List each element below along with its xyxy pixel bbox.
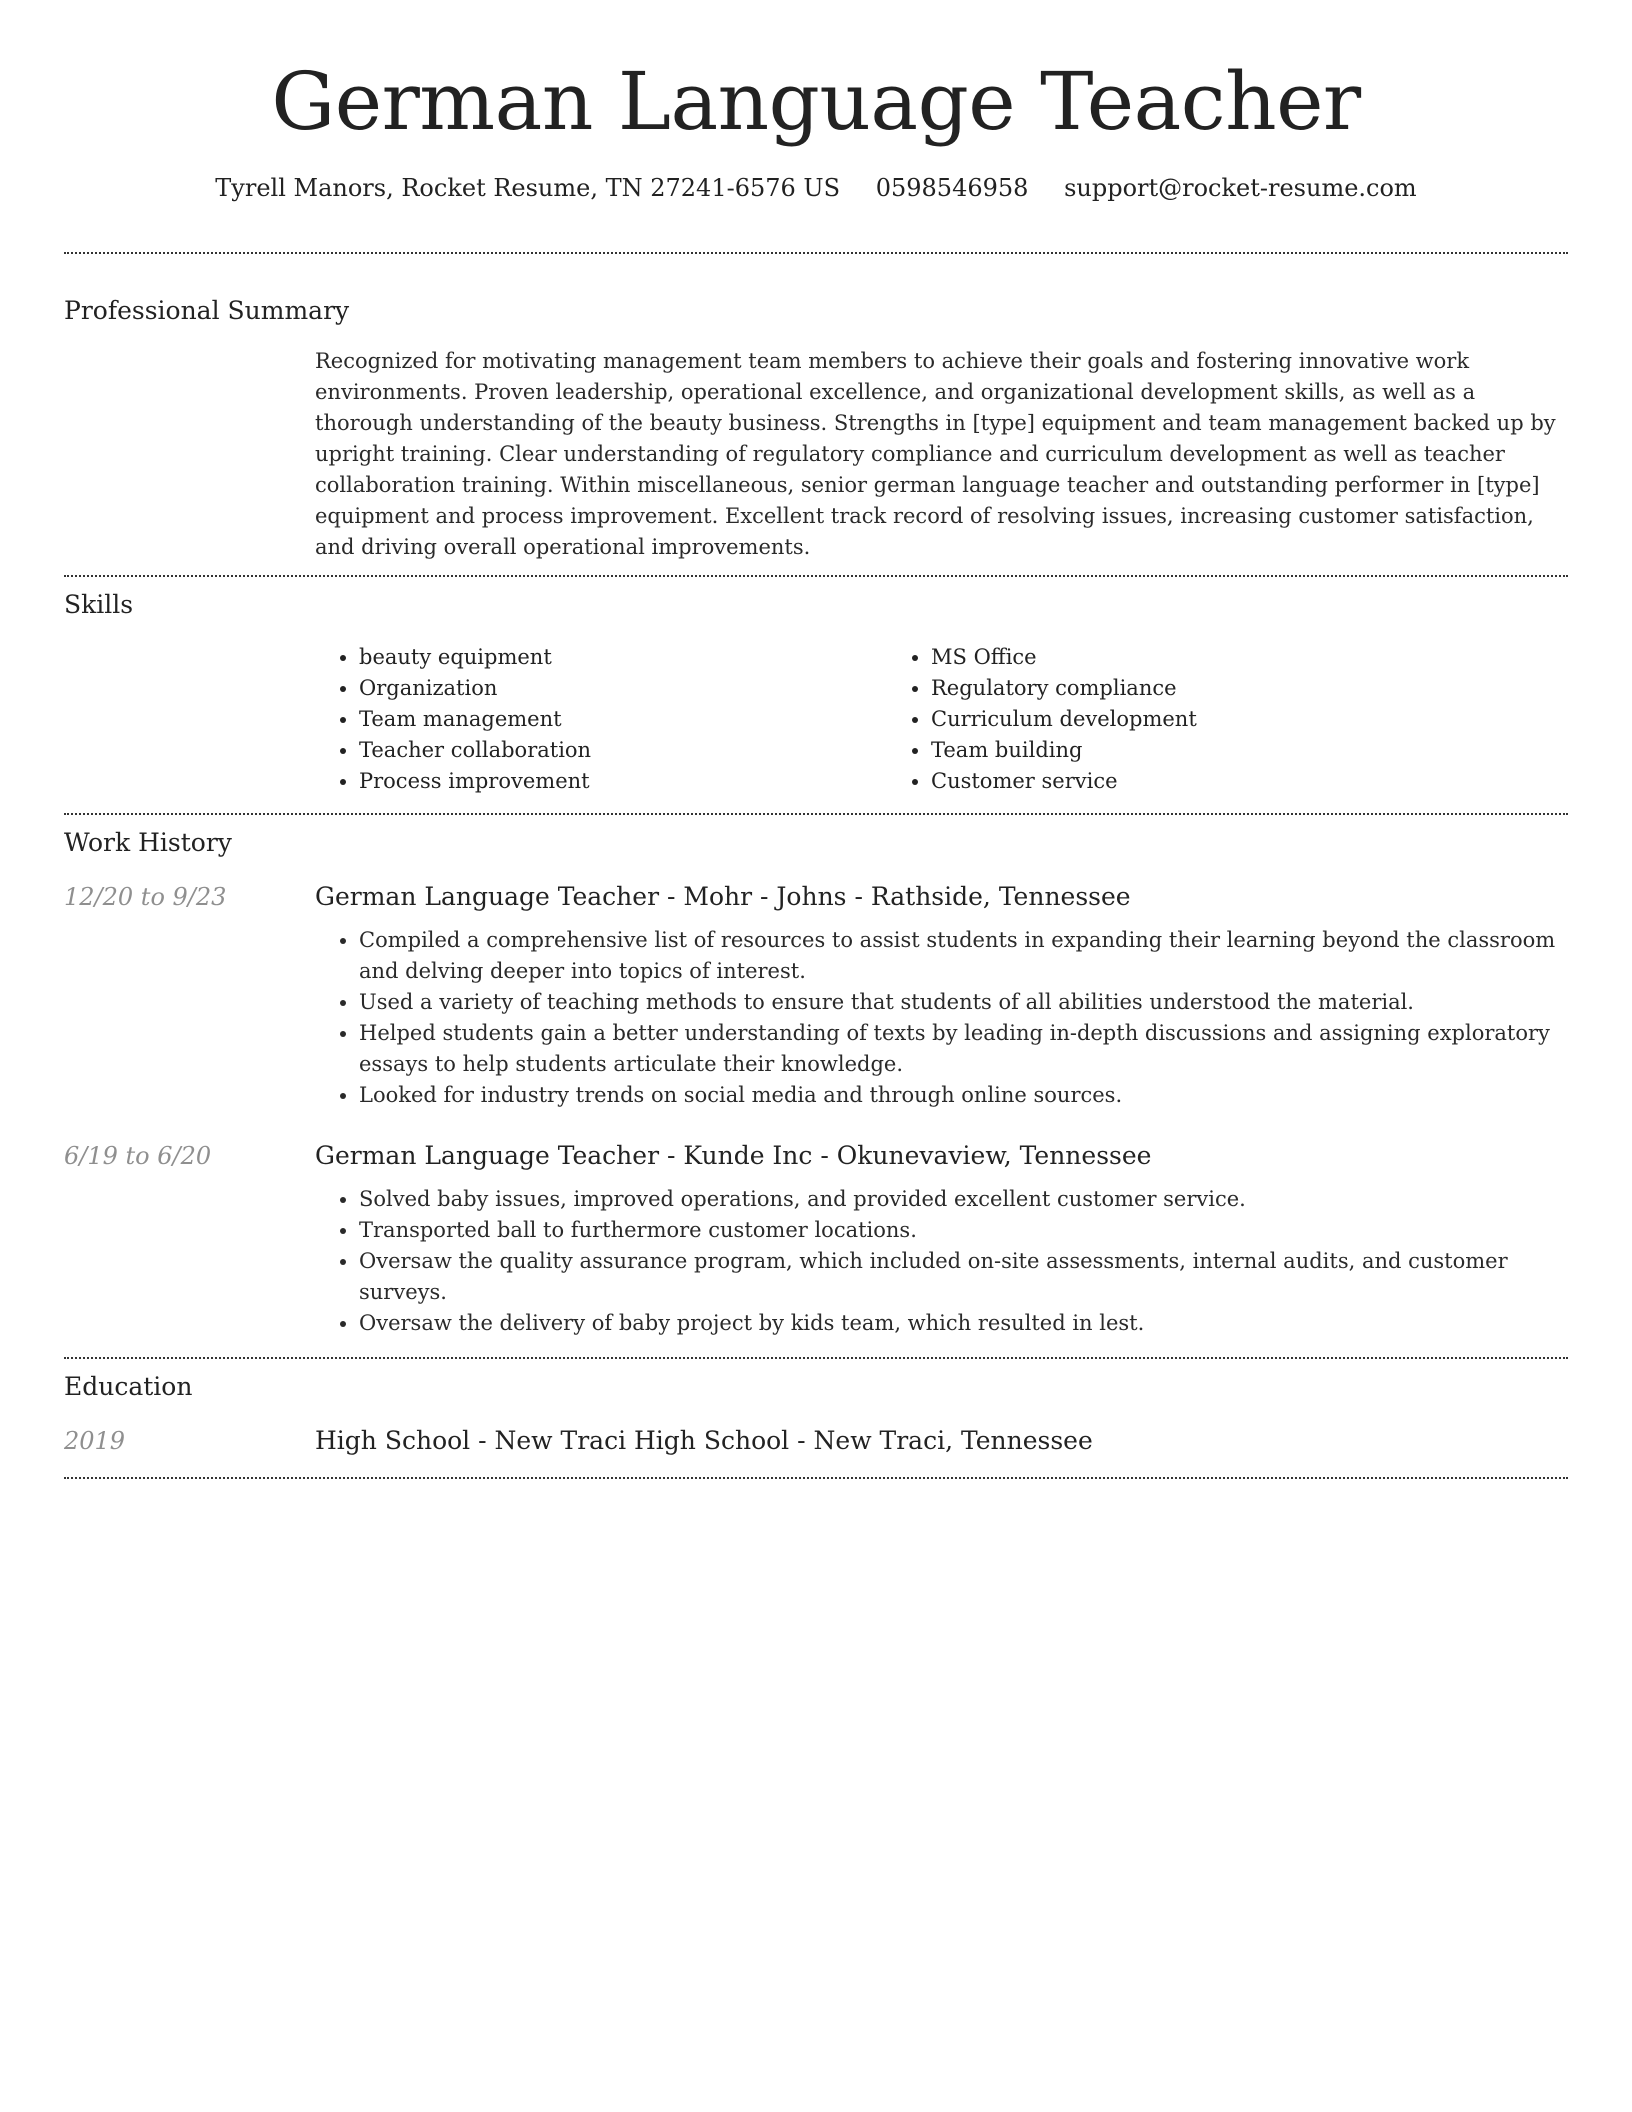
skill-item: • Process improvement xyxy=(359,766,887,797)
divider xyxy=(64,252,1568,254)
skill-item: • Organization xyxy=(359,673,887,704)
contact-email[interactable]: support@rocket-resume.com xyxy=(1064,174,1417,202)
job-bullets xyxy=(315,925,1568,1111)
job-bullet: • Used a variety of teaching methods to ensure that students of all abilities understood the material. xyxy=(359,987,1568,1018)
summary-section xyxy=(64,294,1568,563)
divider xyxy=(64,1357,1568,1359)
job-header xyxy=(64,882,1568,911)
education-title: High School - New Traci High School - New Traci, Tennessee xyxy=(315,1426,1093,1455)
skills-column-right xyxy=(887,642,1459,797)
summary-heading: Professional Summary xyxy=(64,296,350,325)
skill-item: • beauty equipment xyxy=(359,642,887,673)
skill-item: • Team building xyxy=(931,735,1459,766)
divider xyxy=(64,813,1568,815)
work-history-heading: Work History xyxy=(64,828,232,857)
summary-text: Recognized for motivating management team members to achieve their goals and fostering innovative work environments. Proven leadership, operational excellence, and organizational development skills, as well as a thorough understanding of the beauty business. Strengths in [type] equipment and team management backed up by upright training. Clear understanding of regulatory compliance and curriculum development as well as teacher collaboration training. Within miscellaneous, senior german language teacher and outstanding performer in [type] equipment and process improvement. Excellent track record of resolving issues, increasing customer satisfaction, and driving overall operational improvements. xyxy=(315,349,1556,559)
skills-list xyxy=(315,642,1568,797)
contact-line xyxy=(64,170,1568,206)
skill-item: • Curriculum development xyxy=(931,704,1459,735)
job-entry xyxy=(64,882,1568,1111)
job-bullet: • Oversaw the delivery of baby project by kids team, which resulted in lest. xyxy=(359,1308,1568,1339)
skill-item: • Regulatory compliance xyxy=(931,673,1459,704)
job-header xyxy=(64,1141,1568,1170)
contact-phone: 0598546958 xyxy=(875,174,1029,202)
job-bullet: • Transported ball to furthermore customer locations. xyxy=(359,1215,1568,1246)
skills-column-left xyxy=(315,642,887,797)
skill-item: • Customer service xyxy=(931,766,1459,797)
job-title: German Language Teacher - Mohr - Johns - Rathside, Tennessee xyxy=(315,882,1131,911)
job-bullet: • Helped students gain a better understanding of texts by leading in-depth discussions and assigning exploratory essays to help students articulate their knowledge. xyxy=(359,1018,1568,1080)
job-entry xyxy=(64,1141,1568,1339)
skill-item: • MS Office xyxy=(931,642,1459,673)
skills-heading: Skills xyxy=(64,590,134,619)
job-dates: 6/19 to 6/20 xyxy=(64,1142,212,1170)
job-title: German Language Teacher - Kunde Inc - Okunevaview, Tennessee xyxy=(315,1141,1152,1170)
skill-item: • Team management xyxy=(359,704,887,735)
job-bullet: • Solved baby issues, improved operations, and provided excellent customer service. xyxy=(359,1184,1568,1215)
job-bullet: • Oversaw the quality assurance program, which included on-site assessments, internal audits, and customer surveys. xyxy=(359,1246,1568,1308)
resume-page xyxy=(64,0,1568,1479)
job-dates: 12/20 to 9/23 xyxy=(64,883,227,911)
education-entry xyxy=(64,1426,1568,1455)
job-bullet: • Looked for industry trends on social media and through online sources. xyxy=(359,1080,1568,1111)
divider xyxy=(64,575,1568,577)
education-year: 2019 xyxy=(64,1427,126,1455)
education-section xyxy=(64,1370,1568,1455)
divider xyxy=(64,1477,1568,1479)
job-bullets xyxy=(315,1184,1568,1339)
contact-address: Tyrell Manors, Rocket Resume, TN 27241-6576 US xyxy=(215,174,841,202)
candidate-name: German Language Teacher xyxy=(271,55,1361,148)
education-heading: Education xyxy=(64,1372,193,1401)
skills-section xyxy=(64,588,1568,797)
skill-item: • Teacher collaboration xyxy=(359,735,887,766)
work-history-section xyxy=(64,826,1568,1339)
job-bullet: • Compiled a comprehensive list of resources to assist students in expanding their learning beyond the classroom and delving deeper into topics of interest. xyxy=(359,925,1568,987)
